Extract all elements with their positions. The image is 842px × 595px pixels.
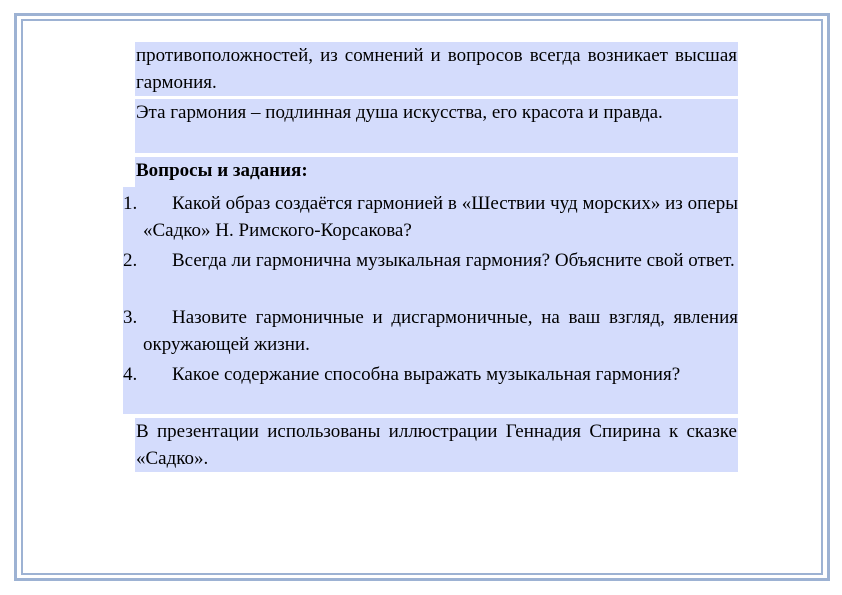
list-item-number: 1. — [123, 193, 138, 214]
paragraph-2-block — [135, 99, 738, 153]
questions-list — [123, 187, 738, 414]
list-item-number: 3. — [123, 307, 138, 328]
paragraph-1-block — [135, 42, 738, 96]
paragraph-1: противоположностей, из сомнений и вопросов всегда возникает высшая гармония. — [136, 45, 737, 93]
footer-note: В презентации использованы иллюстрации Геннадия Спирина к сказке «Садко». — [136, 421, 737, 469]
questions-heading: Вопросы и задания: — [136, 160, 308, 181]
list-item-text: Назовите гармоничные и дисгармоничные, на ваш взгляд, явления окружающей жизни. — [143, 307, 738, 355]
heading-block — [135, 157, 738, 187]
list-item-number: 2. — [123, 250, 138, 271]
list-item-number: 4. — [123, 364, 138, 385]
list-item — [123, 304, 738, 358]
list-item-text: Всегда ли гармонична музыкальная гармония? Объясните свой ответ. — [172, 250, 735, 271]
footer-block — [135, 418, 738, 472]
list-item — [123, 247, 738, 274]
list-item — [123, 361, 738, 388]
list-item — [123, 190, 738, 244]
list-item-text: Какое содержание способна выражать музыкальная гармония? — [172, 364, 681, 385]
list-item-text: Какой образ создаётся гармонией в «Шествии чуд морских» из оперы «Садко» Н. Римского-Корсакова? — [143, 193, 738, 241]
paragraph-2: Эта гармония – подлинная душа искусства, его красота и правда. — [136, 102, 663, 123]
